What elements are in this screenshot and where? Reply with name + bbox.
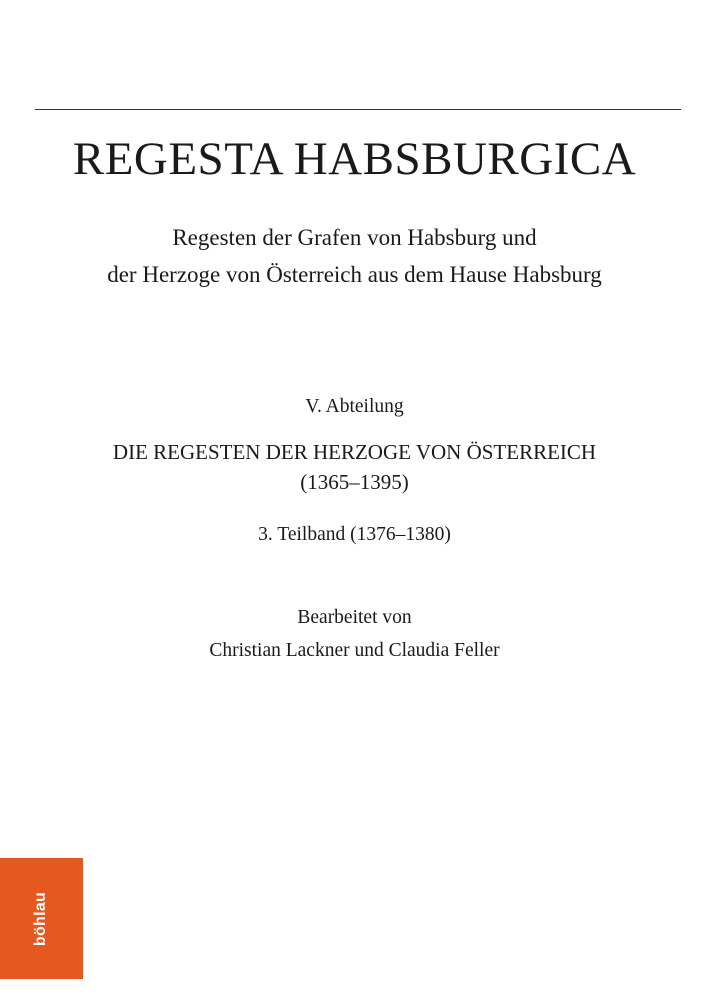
editors-label: Bearbeitet von — [297, 607, 412, 628]
division-label: V. Abteilung — [305, 396, 404, 417]
publisher-logo: böhlau — [32, 891, 49, 947]
subtitle-line-1: Regesten der Grafen von Habsburg und — [172, 225, 537, 250]
book-subtitle — [0, 219, 709, 293]
volume-label: 3. Teilband (1376–1380) — [258, 524, 451, 545]
series-title-line-2: (1365–1395) — [300, 470, 409, 494]
series-title-line-1: DIE REGESTEN DER HERZOGE VON ÖSTERREICH — [112, 440, 597, 464]
series-title — [0, 437, 709, 497]
top-divider — [35, 109, 681, 110]
editors-names: Christian Lackner und Claudia Feller — [209, 640, 500, 661]
editors-block — [0, 601, 709, 667]
subtitle-line-2: der Herzoge von Österreich aus dem Hause Habsburg — [107, 262, 602, 287]
book-title: REGESTA HABSBURGICA — [72, 133, 637, 185]
